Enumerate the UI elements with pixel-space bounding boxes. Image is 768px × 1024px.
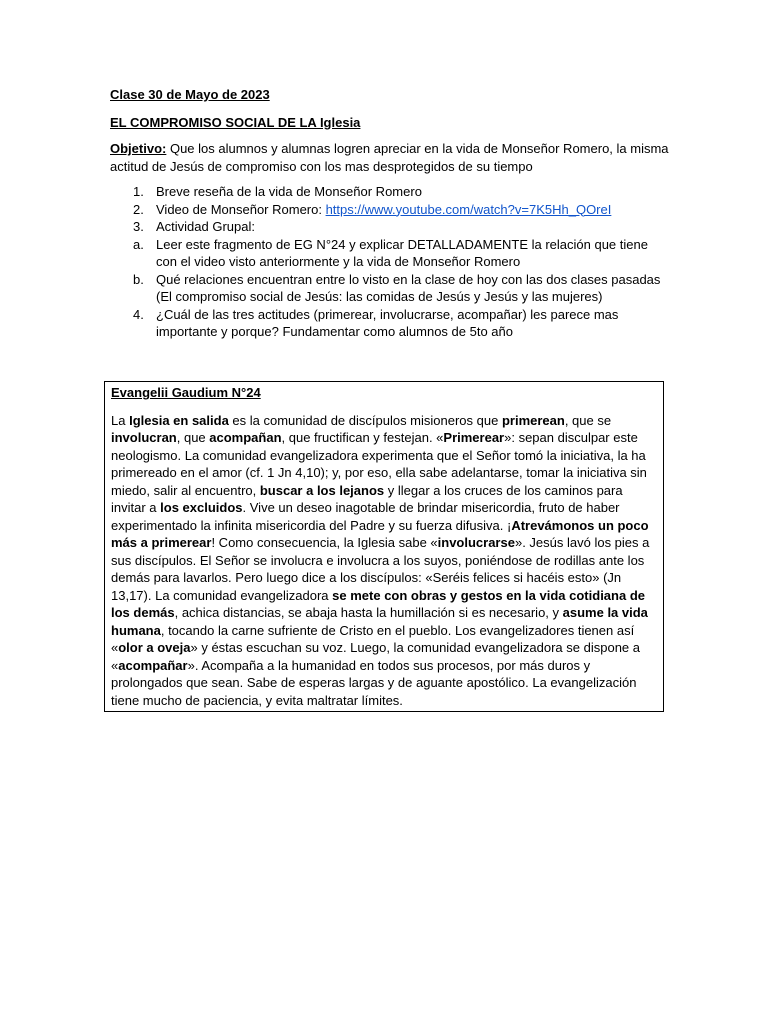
- evangelii-gaudium-box: [104, 381, 664, 712]
- bold-span: acompañan: [209, 430, 282, 445]
- list-item-text: [156, 201, 670, 219]
- video-label: Video de Monseñor Romero:: [156, 201, 326, 217]
- list-marker: 1.: [133, 184, 144, 199]
- text-span: La: [111, 412, 130, 428]
- bold-span: olor a oveja: [118, 640, 191, 655]
- text-span: ! Como consecuencia, la Iglesia sabe «: [211, 535, 438, 550]
- document-body: [110, 86, 670, 341]
- list-item: [110, 271, 670, 306]
- list-item: [110, 236, 670, 271]
- list-item-text: Actividad Grupal:: [156, 219, 255, 234]
- bold-span: Iglesia en salida: [129, 412, 229, 428]
- list-item-text: Leer este fragmento de EG N°24 y explicar DETALLADAMENTE la relación que tiene con el video visto anteriormente y la vida de Monseñor Romero: [156, 236, 648, 269]
- objective-label: Objetivo:: [110, 141, 167, 156]
- list-marker: 4.: [133, 306, 144, 322]
- bold-span: Primerear: [443, 430, 505, 445]
- box-title: Evangelii Gaudium N°24: [111, 385, 261, 400]
- list-marker: b.: [133, 271, 144, 287]
- objective-text: Que los alumnos y alumnas logren apreciar en la vida de Monseñor Romero, la misma actitud de Jesús de compromiso con los mas desprotegidos de su tiempo: [110, 141, 669, 174]
- list-item: [110, 306, 670, 341]
- bold-span: involucran: [111, 430, 177, 445]
- list-item: [110, 201, 670, 219]
- box-paragraph: [111, 412, 657, 710]
- list-marker: 3.: [133, 219, 144, 234]
- bold-span: asume la vida humana: [111, 605, 648, 638]
- activity-list: [110, 183, 670, 341]
- list-item: [110, 218, 670, 236]
- list-item-text: ¿Cuál de las tres actitudes (primerear, involucrarse, acompañar) les parece mas importante y porque? Fundamentar como alumnos de 5to año: [156, 306, 619, 339]
- text-span: » y éstas escuchan su voz. Luego, la comunidad evangelizadora se dispone a «: [111, 640, 640, 673]
- list-item-text: Qué relaciones encuentran entre lo visto en la clase de hoy con las dos clases pasadas (El compromiso social de Jesús: las comidas de Jesús y Jesús y las mujeres): [156, 271, 661, 304]
- list-marker: a.: [133, 236, 144, 252]
- bold-span: Atrevámonos un poco más a primerear: [111, 517, 649, 550]
- bold-span: se mete con obras y gestos en la vida cotidiana de los demás: [111, 587, 645, 620]
- list-item: [110, 183, 670, 201]
- text-span: , que: [176, 430, 210, 445]
- text-span: »: sepan disculpar este neologismo. La comunidad evangelizadora experimenta que el Señor tomó la iniciativa, la ha primereado en el amor (cf. 1 Jn 4,10); y, por eso, ella sabe adelantarse, tomar la iniciativa sin miedo, salir al encuentro,: [111, 430, 647, 498]
- text-span: , que fructifican y festejan. «: [281, 430, 444, 445]
- bold-span: involucrarse: [437, 535, 515, 550]
- text-span: , tocando la carne sufriente de Cristo en el pueblo. Los evangelizadores tienen así «: [111, 622, 635, 655]
- bold-span: primerean: [501, 412, 565, 428]
- list-marker: 2.: [133, 201, 144, 217]
- text-span: . Vive un deseo inagotable de brindar misericordia, fruto de haber experimentado la infinita misericordia del Padre y su fuerza difusiva. ¡: [111, 500, 620, 533]
- bold-span: los excluidos: [160, 500, 243, 515]
- topic-title: EL COMPROMISO SOCIAL DE LA Iglesia: [110, 114, 361, 130]
- text-span: , achica distancias, se abaja hasta la humillación si es necesario, y: [174, 605, 563, 620]
- text-span: y llegar a los cruces de los caminos para invitar a: [111, 482, 623, 515]
- bold-span: acompañar: [118, 657, 188, 673]
- class-date-title: Clase 30 de Mayo de 2023: [110, 87, 270, 102]
- bold-span: buscar a los lejanos: [259, 482, 385, 498]
- list-item-text: Breve reseña de la vida de Monseñor Romero: [156, 184, 422, 199]
- youtube-video-link[interactable]: https://www.youtube.com/watch?v=7K5Hh_QOreI: [325, 201, 612, 217]
- text-span: ». Jesús lavó los pies a sus discípulos. El Señor se involucra e involucra a los suyos, poniéndose de rodillas ante los demás para lavarlos. Pero luego dice a los discípulos: «Seréis felices si hacéis esto» (Jn 13,17). La comunidad evangelizadora: [111, 535, 650, 603]
- text-span: , que se: [564, 412, 612, 428]
- text-span: es la comunidad de discípulos misioneros que: [228, 412, 502, 428]
- text-span: ». Acompaña a la humanidad en todos sus procesos, por más duros y prolongados que sean. Sabe de esperas largas y de aguante apostólico. La evangelización tiene mucho de paciencia, y evita maltratar límites.: [111, 657, 637, 708]
- objective-paragraph: [110, 140, 670, 175]
